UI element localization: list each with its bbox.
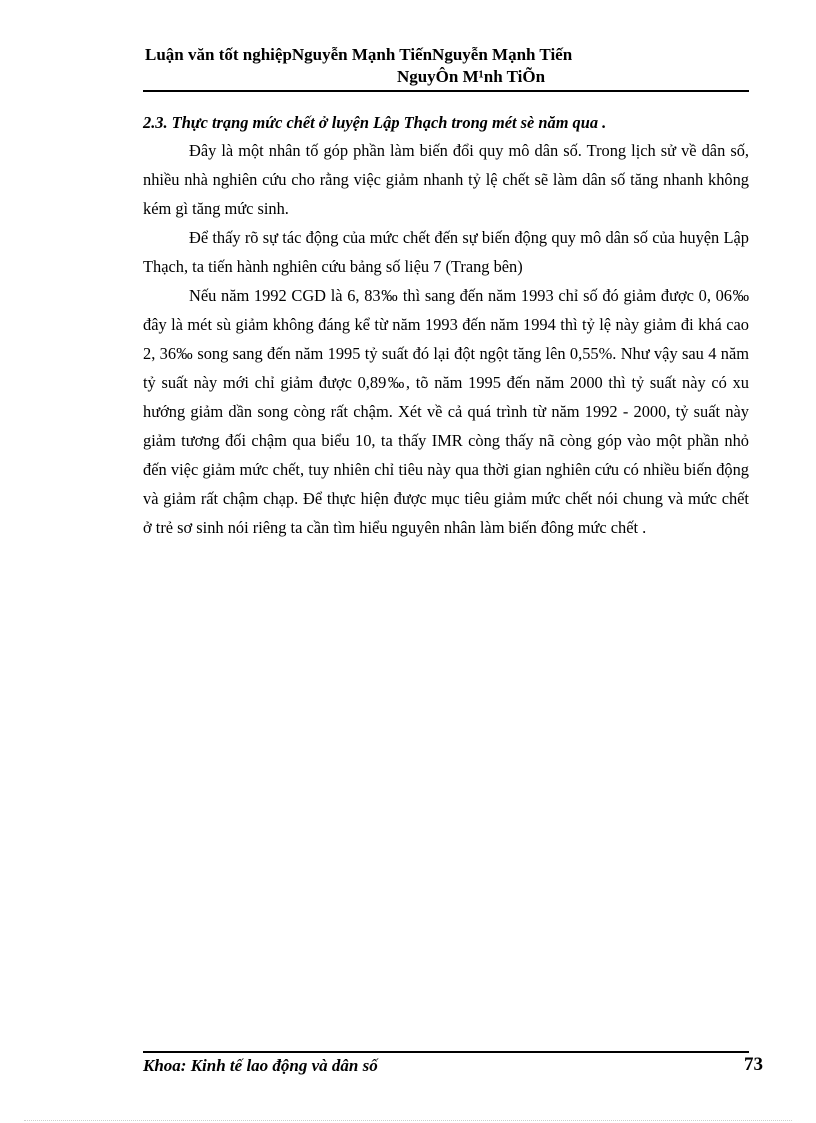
paragraph-2: Để thấy rõ sự tác động của mức chết đến sự biến động quy mô dân số của huyện Lập Thạch, ta tiến hành nghiên cứu bảng số liệu 7 (Trang bên) — [143, 228, 749, 276]
page-number: 73 — [744, 1054, 763, 1075]
page-header — [143, 44, 749, 88]
footer-divider — [143, 1051, 749, 1053]
paragraph-3: Nếu năm 1992 CGD là 6, 83‰ thì sang đến năm 1993 chỉ số đó giảm được 0, 06‰ đây là mét sù giảm không đáng kể từ năm 1993 đến năm 1994 thì tỷ lệ này giảm đi khá cao 2, 36‰ song sang đến năm 1995 tỷ suất đó lại đột ngột tăng lên 0,55%. Như vậy sau 4 năm tỷ suất này mới chỉ giảm được 0,89‰, tõ năm 1995 đến năm 2000 thì tỷ suất này có xu hướng giảm dần song còng rất chậm. Xét về cả quá trình từ năm 1992 - 2000, tỷ suất này giảm tương đối chậm qua biểu 10, ta thấy IMR còng thấy nã còng góp vào một phần nhỏ đến việc giảm mức chết, tuy nhiên chỉ tiêu này qua thời gian nghiên cứu có nhiều biến động và giảm rất chậm chạp. Để thực hiện được mục tiêu giảm mức chết nói chung và mức chết ở trẻ sơ sinh nói riêng ta cần tìm hiểu nguyên nhân làm biến đông mức chết . — [143, 286, 749, 537]
section-heading: 2.3. Thực trạng mức chết ở luyện Lập Thạch trong mét sè năm qua . — [143, 113, 607, 132]
header-title-line-1: Luận văn tốt nghiệpNguyễn Mạnh TiếnNguyễn Mạnh Tiến — [145, 45, 573, 64]
footer-faculty: Khoa: Kinh tế lao động và dân số — [143, 1056, 378, 1075]
page-edge-dotted-line — [24, 1120, 792, 1121]
paragraph-1: Đây là một nhân tố góp phần làm biến đổi quy mô dân số. Trong lịch sử về dân số, nhiều nhà nghiên cứu cho rằng việc giảm nhanh tỷ lệ chết sẽ làm dân số tăng nhanh không kém gì tăng mức sinh. — [143, 141, 749, 218]
header-divider — [143, 90, 749, 92]
header-title-line-2: NguyÔn M¹nh TiÕn — [396, 67, 546, 86]
page-body — [143, 110, 749, 542]
